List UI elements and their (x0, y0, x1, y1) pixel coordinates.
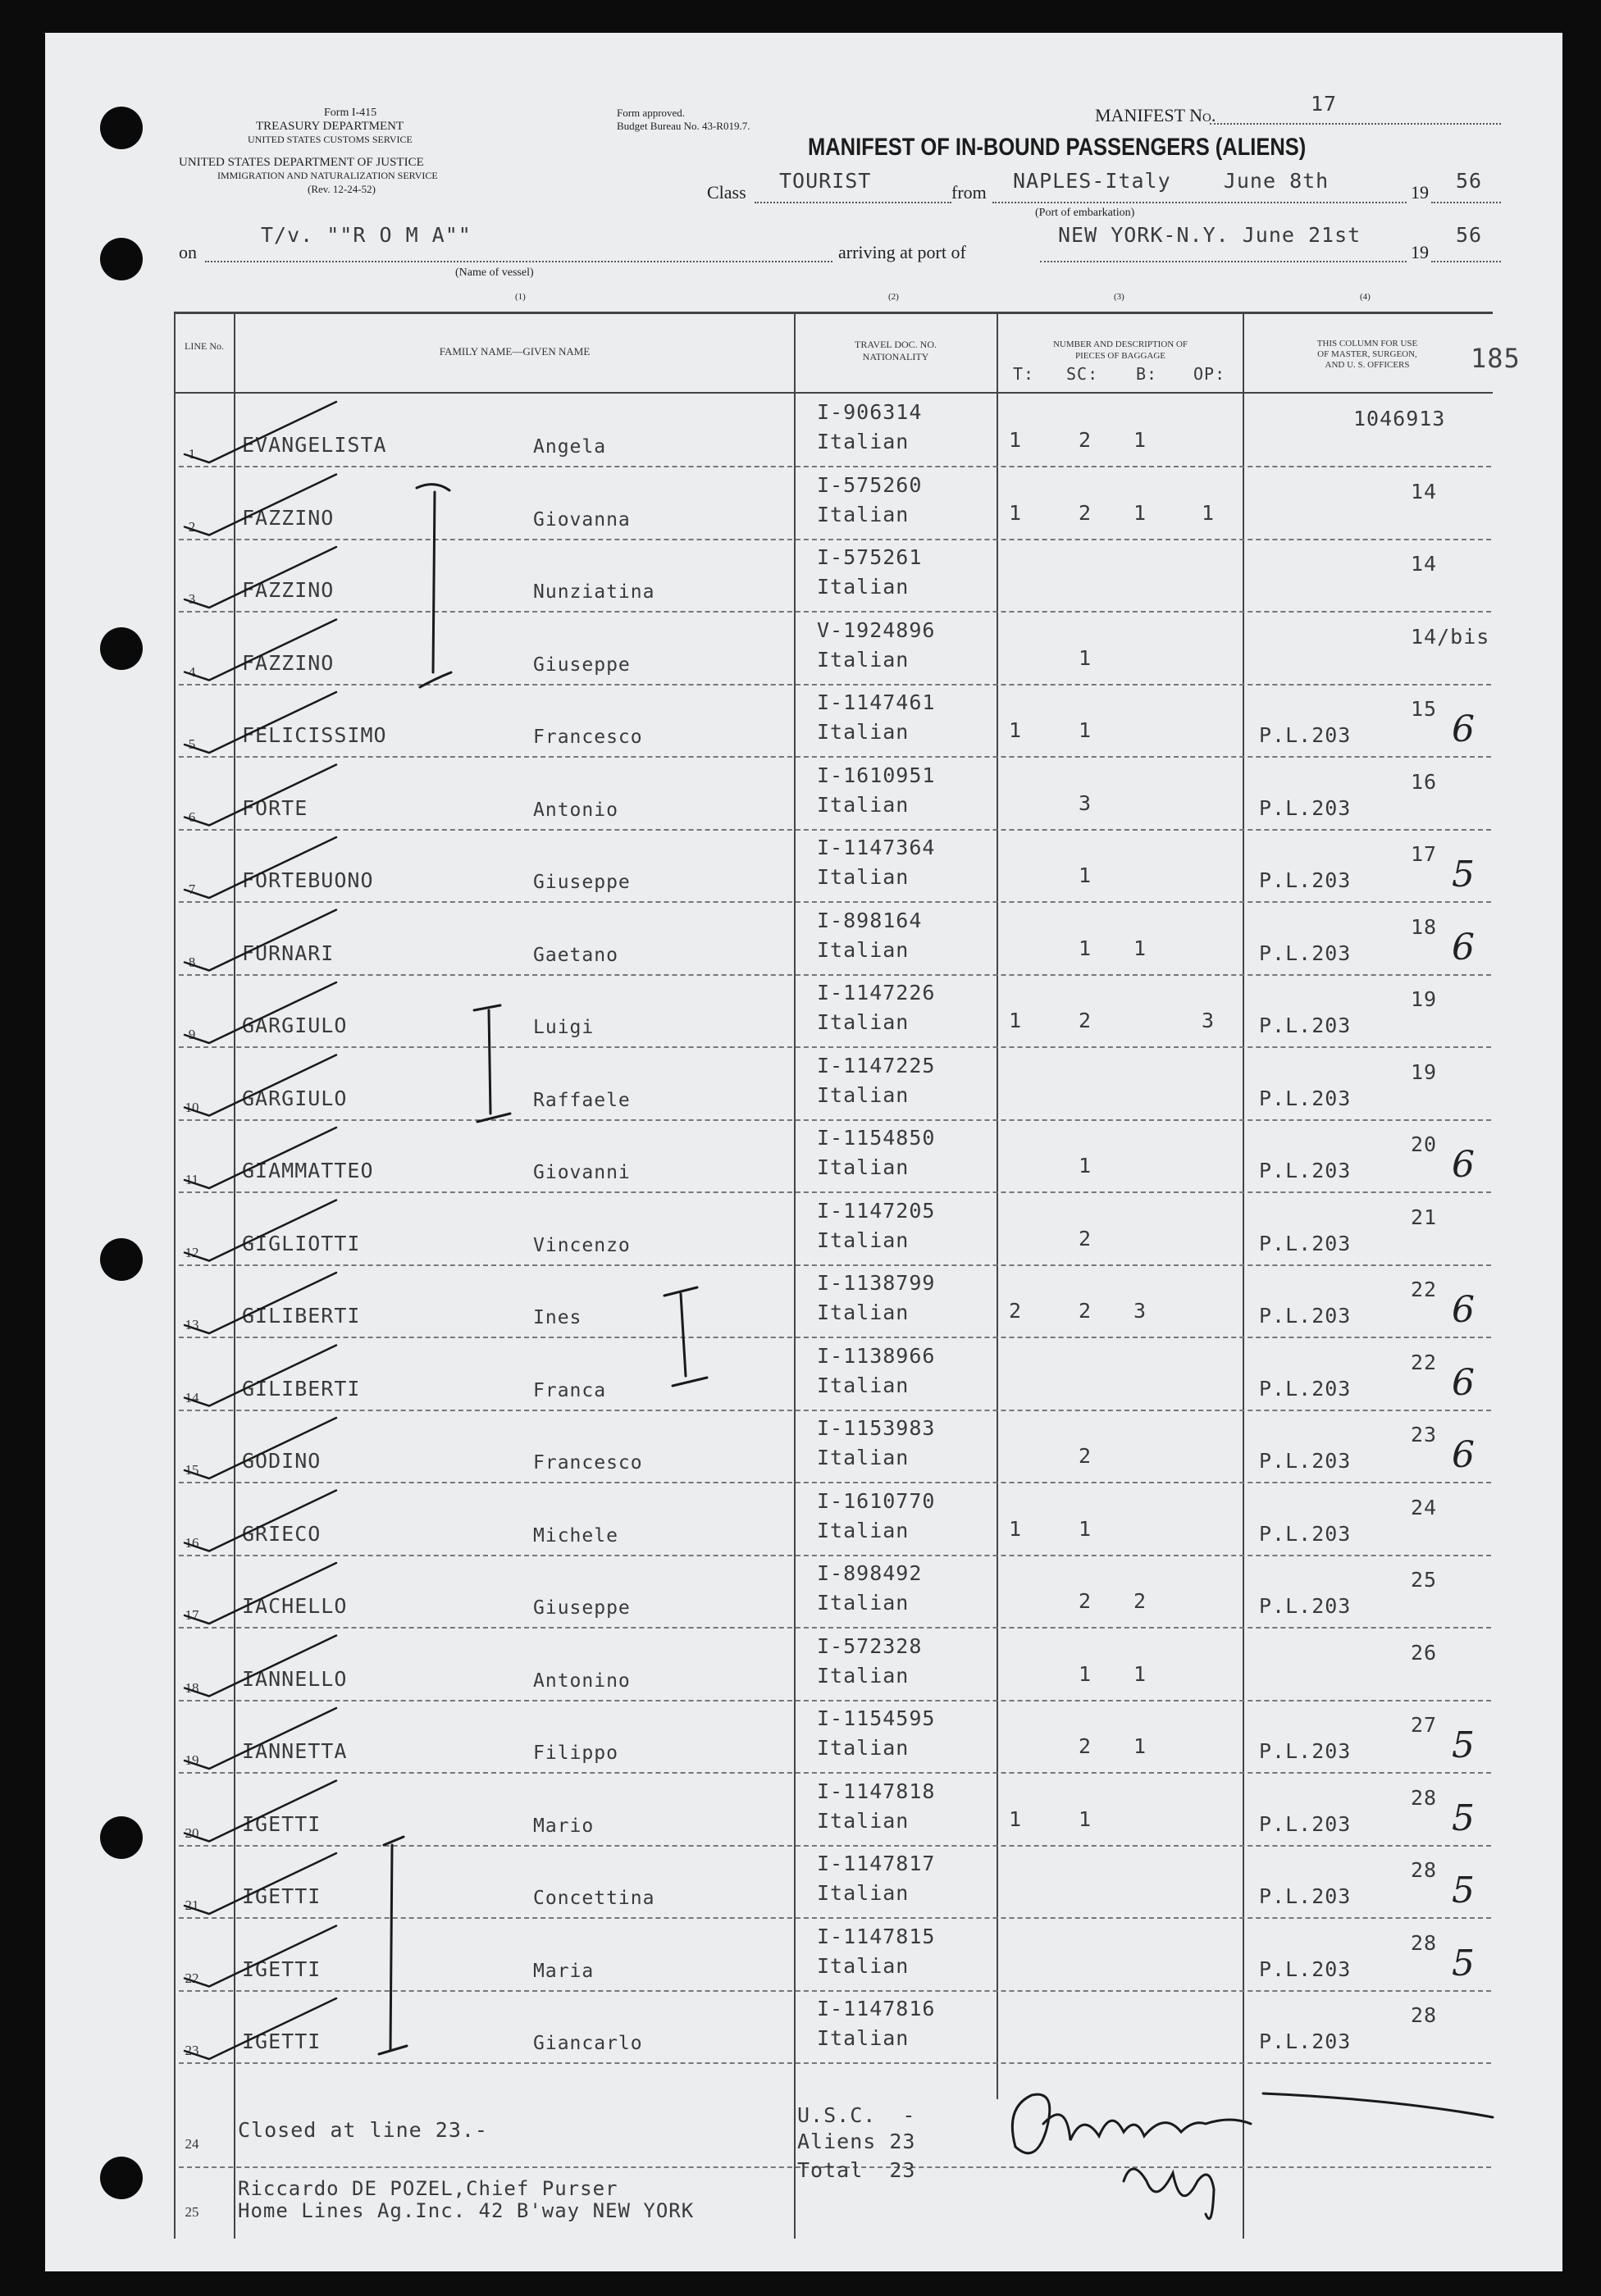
family-name: GARGIULO (242, 1014, 348, 1037)
line-number-24: 24 (185, 2136, 199, 2152)
baggage-suitcases: 3 (1079, 790, 1092, 815)
family-bracket (379, 1837, 407, 2054)
public-law-note: P.L.203 (1259, 1521, 1352, 1546)
given-name: Giuseppe (533, 1597, 631, 1619)
travel-doc-number: I-1147816 (817, 1997, 936, 2020)
family-name: GIGLIOTTI (242, 1231, 361, 1255)
family-name: IGETTI (242, 1957, 322, 1981)
tally-mark: 5 (1452, 1797, 1475, 1839)
public-law-note: P.L.203 (1259, 723, 1352, 747)
line-number: 17 (185, 1607, 199, 1623)
nationality: Italian (817, 792, 910, 817)
family-name: IACHELLO (242, 1594, 348, 1618)
nationality: Italian (817, 1228, 910, 1252)
baggage-suitcases: 1 (1079, 1661, 1092, 1686)
check-mark (185, 1926, 336, 1987)
header-bag-sc: SC: (1066, 364, 1099, 384)
given-name: Antonio (533, 799, 618, 821)
closing-line (1263, 2093, 1493, 2117)
line-number: 3 (188, 591, 196, 607)
given-name: Angela (533, 436, 607, 458)
officer-number: 19 (1411, 987, 1438, 1011)
baggage-suitcases: 2 (1079, 428, 1092, 452)
form-approved: Form approved. (617, 107, 686, 119)
given-name: Gaetano (533, 944, 618, 966)
check-mark (185, 547, 336, 608)
baggage-bags: 1 (1133, 1734, 1147, 1758)
given-name: Ines (533, 1307, 582, 1328)
check-mark (185, 910, 336, 971)
travel-doc-number: I-1147364 (817, 836, 936, 859)
baggage-suitcases: 1 (1079, 936, 1092, 960)
header-officers-1: THIS COLUMN FOR USE (1316, 339, 1418, 348)
from-label: from (951, 182, 987, 203)
check-mark (185, 1055, 336, 1116)
family-name: FAZZINO (242, 505, 335, 530)
budget-bureau: Budget Bureau No. 43-R019.7. (617, 120, 750, 132)
baggage-suitcases: 2 (1079, 500, 1092, 525)
given-name: Vincenzo (533, 1234, 631, 1256)
baggage-suitcases: 1 (1079, 645, 1092, 670)
check-mark (185, 1781, 336, 1842)
family-name: GARGIULO (242, 1086, 348, 1110)
given-name: Concettina (533, 1888, 655, 1909)
baggage-bags: 1 (1133, 1661, 1147, 1686)
nationality: Italian (817, 2026, 910, 2050)
officer-number: 21 (1411, 1205, 1438, 1229)
check-mark (185, 1128, 336, 1188)
officer-number: 19 (1411, 1059, 1438, 1084)
officer-number: 28 (1411, 1858, 1438, 1882)
header-officers-3: AND U. S. OFFICERS (1325, 360, 1410, 370)
baggage-suitcases: 1 (1079, 718, 1092, 742)
nationality: Italian (817, 430, 910, 453)
officer-number: 14/bis (1411, 624, 1490, 649)
public-law-note: P.L.203 (1259, 1231, 1352, 1255)
line-number: 20 (185, 1824, 199, 1841)
year-prefix-2: 19 (1411, 242, 1429, 262)
baggage-trunks: 1 (1009, 1806, 1023, 1831)
given-name: Giovanna (533, 508, 631, 531)
manifest-title: MANIFEST OF IN-BOUND PASSENGERS (ALIENS) (808, 134, 1307, 161)
nationality: Italian (817, 1518, 910, 1542)
family-name: GODINO (242, 1449, 322, 1473)
line-number: 4 (188, 663, 196, 680)
public-law-note: P.L.203 (1259, 1159, 1352, 1182)
public-law-note: P.L.203 (1259, 1304, 1352, 1328)
baggage-trunks: 1 (1009, 1516, 1023, 1541)
family-bracket (474, 1005, 510, 1122)
family-name: IGETTI (242, 1884, 322, 1908)
check-mark (185, 765, 336, 826)
baggage-suitcases: 2 (1079, 1444, 1092, 1468)
tally-mark: 6 (1452, 1434, 1475, 1476)
baggage-bags: 1 (1133, 936, 1147, 960)
given-name: Giuseppe (533, 872, 631, 893)
baggage-suitcases: 1 (1079, 1516, 1092, 1541)
check-mark (185, 1636, 336, 1697)
baggage-trunks: 1 (1009, 718, 1023, 742)
check-mark (185, 1200, 336, 1261)
check-mark (185, 1563, 336, 1624)
check-mark (185, 1273, 336, 1333)
header-name: FAMILY NAME—GIVEN NAME (439, 345, 591, 358)
travel-doc-number: I-1147226 (817, 981, 936, 1004)
officer-initials (1124, 2169, 1214, 2219)
line-number: 15 (185, 1462, 199, 1478)
manifest-number: 17 (1311, 92, 1338, 116)
given-name: Filippo (533, 1742, 618, 1764)
baggage-bags: 1 (1133, 500, 1147, 525)
check-mark (185, 402, 336, 462)
travel-doc-number: I-1147205 (817, 1198, 936, 1223)
from-value: NAPLES-Italy June 8th (1013, 169, 1330, 193)
travel-doc-number: I-1147817 (817, 1852, 936, 1875)
given-name: Franca (533, 1379, 607, 1401)
check-mark (185, 1853, 336, 1914)
travel-doc-number: V-1924896 (817, 617, 936, 642)
nationality: Italian (817, 1082, 910, 1107)
nationality: Italian (817, 1155, 910, 1179)
customs-service: UNITED STATES CUSTOMS SERVICE (248, 134, 413, 145)
doj-label: UNITED STATES DEPARTMENT OF JUSTICE (179, 156, 424, 169)
vessel-name: T/v. ""R O M A"" (261, 223, 472, 247)
officer-number: 17 (1411, 842, 1438, 866)
family-name: IGETTI (242, 1811, 322, 1836)
closed-note: Closed at line 23.- (238, 2118, 488, 2142)
line-number: 13 (185, 1317, 199, 1332)
baggage-suitcases: 1 (1079, 1806, 1092, 1831)
baggage-other: 3 (1202, 1009, 1216, 1032)
officer-number: 20 (1411, 1132, 1438, 1156)
family-bracket (664, 1287, 707, 1386)
nationality: Italian (817, 1881, 910, 1905)
line-number: 19 (185, 1752, 199, 1768)
family-bracket (417, 485, 451, 687)
class-label: Class (707, 182, 746, 203)
public-law-note: P.L.203 (1259, 941, 1352, 965)
treasury-dept: TREASURY DEPARTMENT (256, 120, 404, 133)
year-arrive: 56 (1456, 223, 1483, 247)
nationality: Italian (817, 575, 910, 599)
baggage-suitcases: 2 (1079, 1226, 1092, 1250)
public-law-note: P.L.203 (1259, 1811, 1352, 1836)
public-law-note: P.L.203 (1259, 2029, 1352, 2053)
family-name: FORTEBUONO (242, 868, 374, 892)
on-label: on (179, 242, 197, 262)
public-law-note: P.L.203 (1259, 1086, 1352, 1110)
given-name: Maria (533, 1960, 595, 1982)
line-number: 2 (188, 518, 196, 535)
family-name: FORTE (242, 795, 308, 820)
line-number: 7 (188, 882, 196, 897)
officer-number: 28 (1411, 1930, 1438, 1955)
header-baggage-2: PIECES OF BAGGAGE (1074, 351, 1165, 361)
travel-doc-number: I-898492 (817, 1561, 923, 1585)
officer-number: 28 (1411, 1785, 1438, 1810)
line-number: 14 (185, 1389, 199, 1405)
baggage-trunks: 1 (1009, 500, 1023, 525)
family-name: IANNELLO (242, 1666, 348, 1691)
given-name: Mario (533, 1815, 595, 1837)
given-name: Francesco (533, 1452, 643, 1474)
family-name: FELICISSIMO (242, 723, 387, 747)
travel-doc-number: I-1610770 (817, 1488, 936, 1513)
line-number: 23 (185, 2043, 199, 2058)
family-name: FAZZINO (242, 650, 335, 675)
header-officers-2: OF MASTER, SURGEON, (1317, 349, 1417, 359)
family-name: IGETTI (242, 2029, 322, 2053)
travel-doc-number: I-1154850 (817, 1126, 936, 1150)
header-bag-b: B: (1136, 364, 1158, 384)
nationality: Italian (817, 502, 910, 526)
public-law-note: P.L.203 (1259, 795, 1352, 820)
baggage-trunks: 2 (1009, 1299, 1023, 1323)
page-number: 185 (1471, 343, 1521, 374)
public-law-note: P.L.203 (1259, 1739, 1352, 1763)
baggage-bags: 3 (1133, 1299, 1147, 1323)
header-nationality: NATIONALITY (862, 351, 929, 362)
public-law-note: P.L.203 (1259, 1957, 1352, 1981)
ins-label: IMMIGRATION AND NATURALIZATION SERVICE (217, 170, 438, 181)
officer-number: 15 (1411, 697, 1438, 721)
vessel-label: (Name of vessel) (455, 266, 534, 279)
given-name: Francesco (533, 727, 643, 748)
given-name: Nunziatina (533, 581, 655, 603)
check-mark (185, 1491, 336, 1551)
header-travel-doc: TRAVEL DOC. NO. (854, 339, 937, 350)
check-mark (185, 1708, 336, 1769)
family-name: IANNETTA (242, 1739, 348, 1763)
given-name: Michele (533, 1524, 618, 1547)
year-from: 56 (1456, 169, 1483, 193)
port-embark-label: (Port of embarkation) (1035, 207, 1135, 219)
given-name: Antonino (533, 1670, 631, 1692)
officer-number: 18 (1411, 914, 1438, 939)
purser-address: Home Lines Ag.Inc. 42 B'way NEW YORK (238, 2199, 695, 2222)
travel-doc-number: I-575260 (817, 472, 923, 497)
check-mark (185, 1998, 336, 2059)
baggage-trunks: 1 (1009, 428, 1023, 452)
col-3-number: (3) (1114, 292, 1124, 302)
manifest-label: MANIFEST No. (1095, 105, 1216, 125)
officer-number: 14 (1411, 479, 1438, 503)
line-number: 22 (185, 1970, 199, 1986)
nationality: Italian (817, 1446, 910, 1469)
given-name: Luigi (533, 1017, 595, 1038)
tally-mark: 6 (1452, 926, 1475, 968)
family-name: GILIBERTI (242, 1304, 361, 1328)
family-name: GRIECO (242, 1521, 322, 1546)
nationality: Italian (817, 1953, 910, 1978)
check-mark (185, 982, 336, 1043)
check-mark (185, 620, 336, 681)
usc-count: U.S.C. - (797, 2103, 916, 2127)
tally-mark: 6 (1452, 708, 1475, 750)
revision-label: (Rev. 12-24-52) (308, 183, 376, 195)
year-prefix: 19 (1411, 182, 1429, 203)
family-name: GIAMMATTEO (242, 1159, 374, 1182)
line-number: 11 (185, 1172, 199, 1187)
line-number: 1 (188, 446, 196, 462)
officer-number: 14 (1411, 552, 1438, 576)
officer-number: 25 (1411, 1568, 1438, 1592)
line-number: 10 (185, 1099, 199, 1115)
header-bag-op: OP: (1193, 364, 1226, 384)
officer-number: 22 (1411, 1350, 1438, 1374)
officer-number: 27 (1411, 1713, 1438, 1737)
travel-doc-number: I-906314 (817, 400, 923, 424)
purser-name: Riccardo DE POZEL,Chief Purser (238, 2177, 618, 2200)
nationality: Italian (817, 1373, 910, 1397)
nationality: Italian (817, 1736, 910, 1760)
baggage-suitcases: 2 (1079, 1589, 1092, 1613)
given-name: Giuseppe (533, 654, 631, 676)
public-law-note: P.L.203 (1259, 1449, 1352, 1473)
baggage-suitcases: 2 (1079, 1009, 1092, 1032)
public-law-note: P.L.203 (1259, 868, 1352, 892)
nationality: Italian (817, 1301, 910, 1324)
travel-doc-number: I-1147815 (817, 1924, 936, 1948)
line-number: 6 (188, 809, 196, 825)
tally-mark: 5 (1452, 1942, 1475, 1984)
baggage-suitcases: 2 (1079, 1299, 1092, 1323)
nationality: Italian (817, 1010, 910, 1034)
total-count: Total 23 (797, 2158, 916, 2182)
line-number: 8 (188, 954, 196, 970)
line-number: 21 (185, 1897, 199, 1913)
form-number: Form I-415 (324, 107, 377, 119)
nationality: Italian (817, 647, 910, 672)
family-name: FAZZINO (242, 578, 335, 602)
travel-doc-number: I-1138799 (817, 1271, 936, 1295)
officer-number: 26 (1411, 1640, 1438, 1665)
line-number-25: 25 (185, 2204, 199, 2220)
arriving-value: NEW YORK-N.Y. June 21st (1058, 223, 1362, 247)
tally-mark: 6 (1452, 1361, 1475, 1404)
travel-doc-number: I-1147818 (817, 1779, 936, 1803)
officer-number: 22 (1411, 1278, 1438, 1301)
family-name: EVANGELISTA (242, 433, 387, 457)
officer-number: 23 (1411, 1423, 1438, 1446)
travel-doc-number: I-1154595 (817, 1706, 936, 1730)
check-mark (185, 692, 336, 753)
baggage-suitcases: 1 (1079, 1154, 1092, 1178)
aliens-count: Aliens 23 (797, 2130, 916, 2153)
tally-mark: 5 (1452, 1724, 1475, 1766)
travel-doc-number: I-1147225 (817, 1053, 936, 1077)
col-2-number: (2) (888, 292, 899, 302)
public-law-note: P.L.203 (1259, 1594, 1352, 1618)
line-number: 16 (185, 1534, 199, 1551)
officer-number: 28 (1411, 2003, 1438, 2027)
nationality: Italian (817, 1591, 910, 1615)
baggage-suitcases: 2 (1079, 1734, 1092, 1758)
officer-signature (1012, 2094, 1251, 2153)
travel-doc-number: I-572328 (817, 1633, 923, 1658)
given-name: Giovanni (533, 1162, 631, 1183)
col-4-number: (4) (1360, 292, 1371, 302)
travel-doc-number: I-1610951 (817, 763, 936, 787)
line-number: 12 (185, 1244, 199, 1260)
nationality: Italian (817, 865, 910, 889)
officer-number: 24 (1411, 1495, 1438, 1519)
check-mark (185, 1346, 336, 1406)
line-number: 5 (188, 736, 196, 752)
officer-number: 16 (1411, 769, 1438, 794)
nationality: Italian (817, 1808, 910, 1833)
class-value: TOURIST (779, 169, 872, 193)
tally-mark: 5 (1452, 854, 1475, 895)
nationality: Italian (817, 937, 910, 962)
given-name: Raffaele (533, 1089, 631, 1111)
baggage-other: 1 (1202, 500, 1216, 525)
baggage-suitcases: 1 (1079, 863, 1092, 887)
header-bag-t: T: (1013, 364, 1035, 384)
family-name: GILIBERTI (242, 1376, 361, 1401)
given-name: Giancarlo (533, 2033, 643, 2054)
public-law-note: P.L.203 (1259, 1014, 1352, 1037)
travel-doc-number: I-1138966 (817, 1343, 936, 1368)
check-mark (185, 1418, 336, 1478)
tally-mark: 5 (1452, 1870, 1475, 1911)
tally-mark: 6 (1452, 1144, 1475, 1186)
line-number: 18 (185, 1679, 199, 1696)
public-law-note: P.L.203 (1259, 1884, 1352, 1908)
nationality: Italian (817, 720, 910, 744)
public-law-note: P.L.203 (1259, 1376, 1352, 1401)
travel-doc-number: I-1147461 (817, 690, 936, 714)
check-mark (185, 837, 336, 898)
baggage-bags: 1 (1133, 428, 1147, 452)
travel-doc-number: I-575261 (817, 545, 923, 569)
col-1-number: (1) (515, 292, 526, 302)
arriving-label: arriving at port of (838, 242, 966, 262)
header-baggage-1: NUMBER AND DESCRIPTION OF (1052, 339, 1188, 349)
nationality: Italian (817, 1663, 910, 1688)
baggage-bags: 2 (1133, 1589, 1147, 1613)
tally-mark: 6 (1452, 1289, 1475, 1331)
baggage-trunks: 1 (1009, 1009, 1023, 1032)
travel-doc-number: I-898164 (817, 908, 923, 932)
line-number: 9 (188, 1027, 196, 1042)
officer-number: 1046913 (1353, 407, 1446, 430)
check-mark (185, 475, 336, 535)
family-name: FURNARI (242, 941, 335, 965)
header-line-no: LINE No. (185, 340, 224, 352)
travel-doc-number: I-1153983 (817, 1416, 936, 1440)
